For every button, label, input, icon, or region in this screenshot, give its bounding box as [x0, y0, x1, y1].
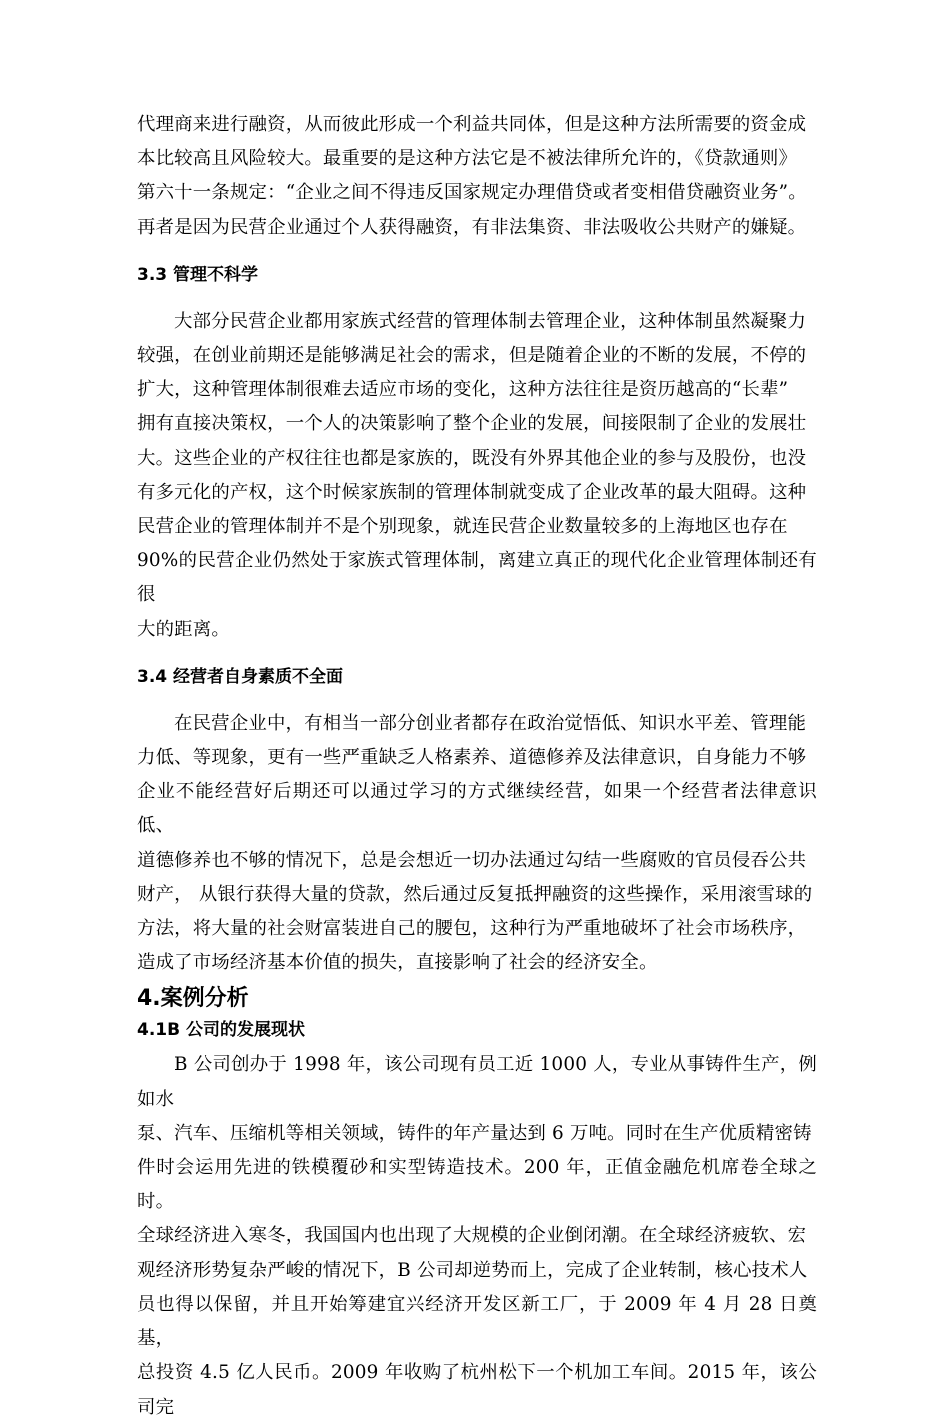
text-line: 财产， 从银行获得大量的贷款，然后通过反复抵押融资的这些操作，采用滚雪球的	[137, 883, 813, 905]
text-line: 代理商来进行融资，从而彼此形成一个利益共同体，但是这种方法所需要的资金成	[137, 114, 807, 135]
paragraph-operator-quality	[137, 707, 817, 981]
text-line: 企业不能经营好后期还可以通过学习的方式继续经营，如果一个经营者法律意识低、	[137, 781, 817, 837]
text-line: 90%的民营企业仍然处于家族式管理体制，离建立真正的现代化企业管理体制还有很	[137, 550, 817, 606]
text-line: 泵、汽车、压缩机等相关领域，铸件的年产量达到 6 万吨。同时在生产优质精密铸	[137, 1122, 812, 1144]
text-line: 在民营企业中，有相当一部分创业者都存在政治觉悟低、知识水平差、管理能	[174, 712, 807, 734]
paragraph-financing-risk	[137, 108, 817, 245]
text-line: 员也得以保留，并且开始筹建宜兴经济开发区新工厂，于 2009 年 4 月 28 日奠基，	[137, 1293, 817, 1350]
text-line: 本比较高且风险较大。最重要的是这种方法它是不被法律所允许的，《贷款通则》	[137, 148, 798, 170]
text-line: 观经济形势复杂严峻的情况下，B 公司却逆势而上，完成了企业转制，核心技术人	[137, 1259, 808, 1281]
text-line: 拥有直接决策权，一个人的决策影响了整个企业的发展，间接限制了企业的发展壮	[137, 413, 807, 435]
document-page	[137, 108, 817, 1425]
text-line: 大部分民营企业都用家族式经营的管理体制去管理企业，这种体制虽然凝聚力	[174, 310, 807, 332]
text-line: 民营企业的管理体制并不是个别现象，就连民营企业数量较多的上海地区也存在	[137, 516, 788, 538]
text-line: 大的距离。	[137, 618, 230, 640]
text-line: B 公司创办于 1998 年，该公司现有员工近 1000 人，专业从事铸件生产，例如水	[137, 1054, 817, 1110]
section-heading-4-1: 4.1B 公司的发展现状	[137, 1020, 305, 1041]
section-heading-4: 4.案例分析	[137, 986, 249, 1012]
paragraph-management	[137, 305, 817, 647]
text-line: 件时会运用先进的铁模覆砂和实型铸造技术。200 年，正值金融危机席卷全球之时。	[137, 1157, 817, 1213]
text-line: 有多元化的产权，这个时候家族制的管理体制就变成了企业改革的最大阻碍。这种	[137, 481, 807, 503]
section-heading-3-3: 3.3 管理不科学	[137, 264, 259, 285]
text-line: 总投资 4.5 亿人民币。2009 年收购了杭州松下一个机加工车间。2015 年，该公司完	[137, 1362, 817, 1418]
section-heading-3-4: 3.4 经营者自身素质不全面	[137, 666, 344, 687]
text-line: 全球经济进入寒冬，我国国内也出现了大规模的企业倒闭潮。在全球经济疲软、宏	[137, 1225, 807, 1247]
text-line: 方法，将大量的社会财富装进自己的腰包，这种行为严重地破坏了社会市场秩序，	[137, 918, 807, 940]
text-line: 第六十一条规定：“企业之间不得违反国家规定办理借贷或者变相借贷融资业务”。	[137, 182, 807, 204]
text-line: 较强，在创业前期还是能够满足社会的需求，但是随着企业的不断的发展，不停的	[137, 345, 807, 367]
text-line: 扩大，这种管理体制很难去适应市场的变化，这种方法往往是资历越高的“长辈”	[137, 379, 789, 401]
text-line: 道德修养也不够的情况下，总是会想近一切办法通过勾结一些腐败的官员侵吞公共	[137, 849, 807, 871]
text-line: 力低、等现象，更有一些严重缺乏人格素养、道德修养及法律意识，自身能力不够	[137, 747, 807, 769]
paragraph-company-status	[137, 1048, 817, 1424]
text-line: 大。这些企业的产权往往也都是家族的，既没有外界其他企业的参与及股份，也没	[137, 447, 807, 469]
text-line: 再者是因为民营企业通过个人获得融资，有非法集资、非法吸收公共财产的嫌疑。	[137, 216, 807, 238]
text-line: 造成了市场经济基本价值的损失，直接影响了社会的经济安全。	[137, 952, 658, 974]
